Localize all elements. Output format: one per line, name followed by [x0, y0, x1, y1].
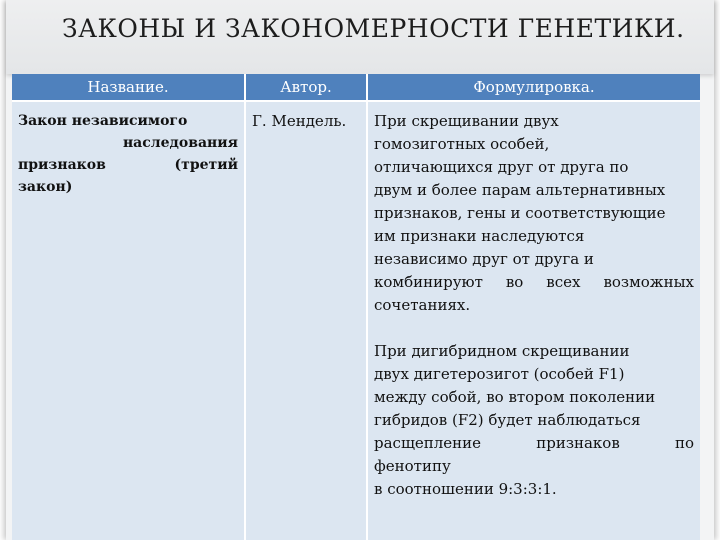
- wording-line: им признаки наследуются: [374, 227, 585, 245]
- wording-line: двух дигетерозигот (особей F1): [374, 365, 625, 383]
- wording-line: независимо друг от друга и: [374, 250, 594, 268]
- wording-paragraph-1: [374, 110, 694, 317]
- column-header-author: Автор.: [245, 74, 367, 101]
- wording-paragraph-2: [374, 340, 694, 501]
- table-row: [12, 101, 700, 540]
- law-name-line: признаков (третий: [18, 157, 238, 173]
- wording-line: в соотношении 9:3:3:1.: [374, 480, 557, 498]
- author-cell: Г. Мендель.: [245, 101, 367, 540]
- wording-cell: [367, 101, 700, 540]
- wording-line: фенотипу: [374, 457, 451, 475]
- wording-line: сочетаниях.: [374, 296, 471, 314]
- table-header-row: [12, 74, 700, 101]
- title-panel: [6, 0, 714, 74]
- law-name-cell: [12, 101, 245, 540]
- law-name-line: Закон независимого: [18, 113, 188, 129]
- law-name-line: наследования: [122, 135, 238, 151]
- wording-line: расщепление признаков по: [374, 434, 694, 452]
- wording-line: При скрещивании двух: [374, 112, 559, 130]
- wording-line: гибридов (F2) будет наблюдаться: [374, 411, 641, 429]
- wording-line: между собой, во втором поколении: [374, 388, 656, 406]
- column-header-name: Название.: [12, 74, 245, 101]
- slide-title: ЗАКОНЫ И ЗАКОНОМЕРНОСТИ ГЕНЕТИКИ.: [62, 14, 685, 43]
- wording-line: признаков, гены и соответствующие: [374, 204, 666, 222]
- law-name-line: закон): [18, 179, 73, 195]
- wording-line: комбинируют во всех возможных: [374, 273, 694, 291]
- wording-line: отличающихся друг от друга по: [374, 158, 629, 176]
- wording-line: При дигибридном скрещивании: [374, 342, 630, 360]
- wording-line: гомозиготных особей,: [374, 135, 550, 153]
- column-header-wording: Формулировка.: [367, 74, 700, 101]
- genetics-laws-table: [12, 74, 700, 540]
- wording-line: двум и более парам альтернативных: [374, 181, 666, 199]
